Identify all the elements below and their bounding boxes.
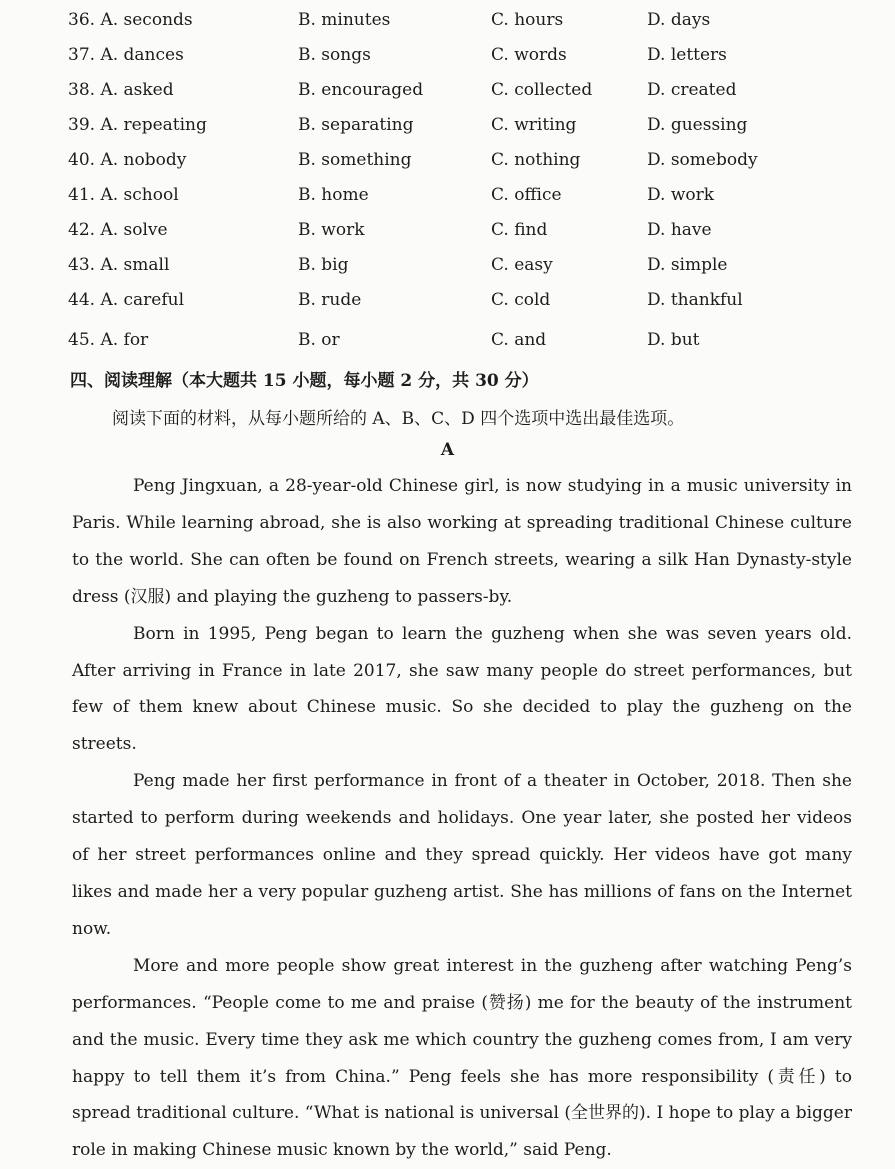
passage-paragraph-2: Born in 1995, Peng began to learn the guzheng when she was seven years old. After arriving in France in late 2017, she saw many people do street performances, but few of them knew about Chinese music. So she decided to play the guzheng on the streets.	[72, 623, 852, 755]
option-d: D. simple	[647, 255, 728, 275]
option-c: C. cold	[491, 290, 551, 310]
option-row-39	[0, 115, 895, 145]
option-row-40	[0, 150, 895, 180]
option-row-38	[0, 80, 895, 110]
section-instruction: 阅读下面的材料，从每小题所给的 A、B、C、D 四个选项中选出最佳选项。	[112, 409, 685, 429]
option-d: D. somebody	[647, 150, 758, 170]
option-c: C. find	[491, 220, 548, 240]
option-c: C. and	[491, 330, 547, 350]
option-d: D. guessing	[647, 115, 748, 135]
option-b: B. big	[298, 255, 349, 275]
option-c: C. office	[491, 185, 562, 205]
option-a: 38. A. asked	[68, 80, 174, 100]
passage-paragraph-3: Peng made her first performance in front of a theater in October, 2018. Then she started to perform during weekends and holidays. One year later, she posted her videos of her street performances online and they spread quickly. Her videos have got many likes and made her a very popular guzheng artist. She has millions of fans on the Internet now.	[72, 771, 852, 939]
option-a: 42. A. solve	[68, 220, 168, 240]
option-d: D. thankful	[647, 290, 743, 310]
option-c: C. hours	[491, 10, 564, 30]
option-b: B. work	[298, 220, 365, 240]
option-b: B. encouraged	[298, 80, 424, 100]
option-c: C. collected	[491, 80, 593, 100]
option-a: 39. A. repeating	[68, 115, 207, 135]
option-row-43	[0, 255, 895, 285]
option-c: C. easy	[491, 255, 553, 275]
passage-paragraph-4: More and more people show great interest in the guzheng after watching Peng’s performances. “People come to me and praise (赞扬) me for the beauty of the instrument and the music. Every time they ask me which country the guzheng comes from, I am very happy to tell them it’s from China.” Peng feels she has more responsibility (责任) to spread traditional culture. “What is national is universal (全世界的). I hope to play a bigger role in making Chinese music known by the world,” said Peng.	[72, 955, 852, 1161]
option-b: B. separating	[298, 115, 414, 135]
section-title: 四、阅读理解（本大题共 15 小题，每小题 2 分，共 30 分）	[70, 371, 539, 391]
option-c: C. writing	[491, 115, 577, 135]
option-c: C. nothing	[491, 150, 581, 170]
option-a: 43. A. small	[68, 255, 170, 275]
option-b: B. rude	[298, 290, 362, 310]
option-a: 41. A. school	[68, 185, 179, 205]
option-b: B. something	[298, 150, 412, 170]
passage-paragraph-1: Peng Jingxuan, a 28-year-old Chinese girl, is now studying in a music university in Paris. While learning abroad, she is also working at spreading traditional Chinese culture to the world. She can often be found on French streets, wearing a silk Han Dynasty-style dress (汉服) and playing the guzheng to passers-by.	[72, 476, 852, 607]
passage-label: A	[440, 440, 455, 460]
option-d: D. but	[647, 330, 700, 350]
option-row-42	[0, 220, 895, 250]
option-a: 45. A. for	[68, 330, 149, 350]
option-b: B. or	[298, 330, 340, 350]
option-row-36	[0, 10, 895, 40]
option-a: 36. A. seconds	[68, 10, 193, 30]
option-d: D. work	[647, 185, 715, 205]
option-d: D. days	[647, 10, 711, 30]
passage-a	[72, 468, 852, 1169]
option-d: D. have	[647, 220, 712, 240]
option-row-41	[0, 185, 895, 215]
option-a: 44. A. careful	[68, 290, 185, 310]
option-c: C. words	[491, 45, 567, 65]
option-row-44	[0, 290, 895, 320]
option-row-45	[0, 330, 895, 360]
option-b: B. minutes	[298, 10, 391, 30]
option-d: D. letters	[647, 45, 727, 65]
option-b: B. home	[298, 185, 369, 205]
option-b: B. songs	[298, 45, 371, 65]
option-row-37	[0, 45, 895, 75]
option-d: D. created	[647, 80, 737, 100]
option-a: 37. A. dances	[68, 45, 184, 65]
option-a: 40. A. nobody	[68, 150, 187, 170]
